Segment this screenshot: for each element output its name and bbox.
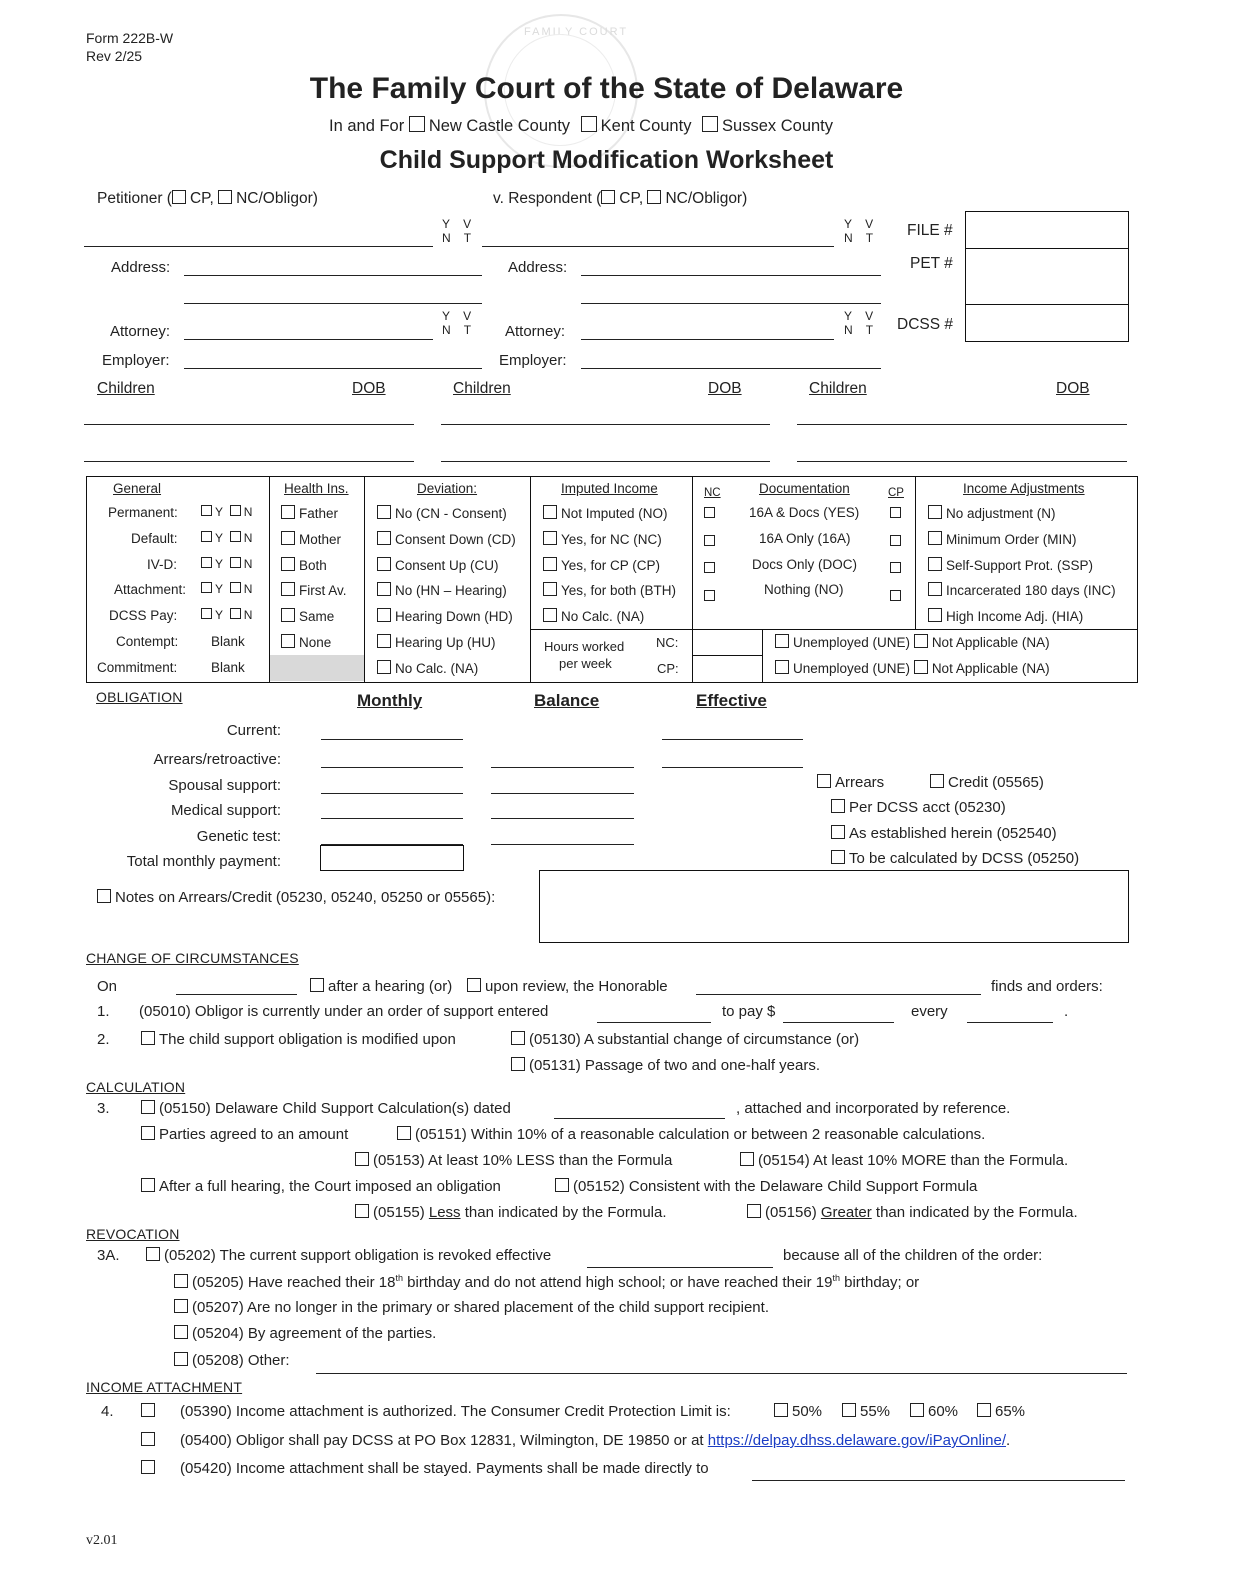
item-3a-number: 3A. <box>97 1247 120 1264</box>
petitioner-label: Petitioner ( <box>97 190 172 207</box>
deviation-hu[interactable]: Hearing Up (HU) <box>377 634 496 650</box>
obligation-title: OBLIGATION <box>96 689 183 705</box>
cp-unemployed-checkbox[interactable] <box>775 660 789 674</box>
general-commitment: Commitment: <box>97 660 178 675</box>
monthly-header: Monthly <box>357 691 423 710</box>
revoked-date-field[interactable] <box>587 1267 773 1268</box>
more-10-option[interactable]: (05154) At least 10% MORE than the Formula. <box>740 1152 1068 1169</box>
ipay-online-link[interactable]: https://delpay.dhss.delaware.gov/iPayOnline/ <box>707 1432 1007 1449</box>
health-none[interactable]: None <box>281 634 331 650</box>
imputed-cp[interactable]: Yes, for CP (CP) <box>543 557 660 573</box>
general-yn-5: Y N <box>201 608 252 622</box>
child-field-6[interactable] <box>797 461 1127 462</box>
hours-cp-label: CP: <box>657 661 679 676</box>
dcss-label: DCSS # <box>897 316 953 333</box>
notes-field[interactable] <box>539 870 1129 943</box>
health-mother[interactable]: Mother <box>281 531 341 547</box>
pct-50-option[interactable]: 50% <box>774 1403 822 1420</box>
petitioner-yn <box>442 217 476 245</box>
revoked-option[interactable]: (05202) The current support obligation is revoked effective <box>146 1247 551 1264</box>
within-10-option[interactable]: (05151) Within 10% of a reasonable calculation or between 2 reasonable calculations. <box>397 1126 985 1143</box>
adj-inc[interactable]: Incarcerated 180 days (INC) <box>928 582 1116 598</box>
documentation-title: Documentation <box>759 481 850 496</box>
dcss-pay-y-checkbox[interactable] <box>201 608 212 619</box>
income-adj-title: Income Adjustments <box>963 481 1085 496</box>
deviation-cu[interactable]: Consent Up (CU) <box>377 557 499 573</box>
general-default: Default: <box>131 531 178 546</box>
obl-medical-label: Medical support: <box>170 802 281 819</box>
obl-arrears-label: Arrears/retroactive: <box>153 751 281 768</box>
other-reason-field[interactable] <box>316 1373 1127 1374</box>
nt-label: N T <box>844 231 879 245</box>
permanent-n-checkbox[interactable] <box>230 505 241 516</box>
total-monthly-field[interactable] <box>320 845 464 871</box>
current-monthly-field[interactable] <box>321 739 463 740</box>
respondent-name-field[interactable] <box>482 246 834 247</box>
item-2-number: 2. <box>97 1031 110 1048</box>
nt-label: N T <box>442 231 477 245</box>
form-number: Form 222B-W <box>86 30 174 46</box>
petitioner-attorney-label: Attorney: <box>110 323 171 340</box>
health-both[interactable]: Both <box>281 557 327 573</box>
reached-18-option[interactable]: (05205) Have reached their 18th birthday and do not attend high school; or have reached their 19th birthday; or <box>174 1273 919 1291</box>
credit-option[interactable]: Credit (05565) <box>930 774 1044 791</box>
other-option[interactable]: (05208) Other: <box>174 1352 290 1369</box>
imputed-nc[interactable]: Yes, for NC (NC) <box>543 531 662 547</box>
spousal-monthly-field[interactable] <box>321 793 463 794</box>
established-option[interactable]: As established herein (052540) <box>831 825 1057 842</box>
doc-nc-no-checkbox[interactable] <box>704 590 715 601</box>
item-3-number: 3. <box>97 1100 110 1117</box>
respondent-cp-label: CP, <box>619 190 644 207</box>
adj-hia[interactable]: High Income Adj. (HIA) <box>928 608 1083 624</box>
nt-label: N T <box>844 323 879 337</box>
respondent-nc-checkbox[interactable] <box>647 190 661 204</box>
children-header-3: Children <box>809 380 867 397</box>
health-shaded-cell <box>270 655 364 681</box>
doc-cp-checkboxes <box>890 507 904 601</box>
petitioner-employer-label: Employer: <box>102 352 170 369</box>
revocation-title: REVOCATION <box>86 1226 180 1242</box>
respondent-label-line <box>493 190 747 208</box>
by-agreement-option[interactable]: (05204) By agreement of the parties. <box>174 1325 436 1342</box>
judge-name-field[interactable] <box>696 994 981 995</box>
deviation-na[interactable]: No Calc. (NA) <box>377 660 478 676</box>
petitioner-address-label: Address: <box>111 259 171 276</box>
upon-review-option[interactable]: upon review, the Honorable <box>467 978 668 995</box>
general-ivd: IV-D: <box>147 557 178 572</box>
no-longer-placement-option[interactable]: (05207) Are no longer in the primary or shared placement of the child support recipient. <box>174 1299 769 1316</box>
dob-header-1: DOB <box>352 380 386 397</box>
general-yn-1: Y N <box>201 505 252 519</box>
health-title: Health Ins. <box>284 481 349 496</box>
none-checkbox <box>281 634 295 648</box>
general-yn-2: Y N <box>201 531 252 545</box>
petitioner-attorney-yn <box>442 309 476 337</box>
doc-16a-label: 16A Only (16A) <box>759 531 851 546</box>
seal-text: FAMILY COURT <box>524 26 629 38</box>
per-dcss-option[interactable]: Per DCSS acct (05230) <box>831 799 1006 816</box>
every-label: every <box>911 1003 948 1020</box>
attachment-stayed-option[interactable]: (05420) Income attachment shall be stayed. Payments shall be made directly to <box>141 1460 709 1477</box>
calculation-dated-option[interactable]: (05150) Delaware Child Support Calculation(s) dated <box>141 1100 511 1117</box>
yv-label: Y V <box>844 309 879 323</box>
respondent-attorney-label: Attorney: <box>505 323 566 340</box>
doc-nc-doc-checkbox[interactable] <box>704 562 715 573</box>
respondent-address-field-2[interactable] <box>581 303 881 304</box>
child-field-5[interactable] <box>441 461 770 462</box>
to-pay-label: to pay $ <box>722 1003 776 1020</box>
item-1-text: (05010) Obligor is currently under an order of support entered <box>139 1003 549 1020</box>
petitioner-label-line <box>97 190 318 208</box>
deviation-cd[interactable]: Consent Down (CD) <box>377 531 516 547</box>
doc-nc-checkboxes <box>704 507 718 601</box>
first-av-checkbox <box>281 582 295 596</box>
doc-cp-16a-checkbox[interactable] <box>890 535 901 546</box>
pet-number-field[interactable] <box>965 247 1129 305</box>
petitioner-cp-checkbox[interactable] <box>172 190 186 204</box>
obl-total-label: Total monthly payment: <box>126 853 281 870</box>
on-date-field[interactable] <box>176 994 297 995</box>
children-header-1: Children <box>97 380 155 397</box>
general-dcss-pay: DCSS Pay: <box>109 608 178 623</box>
pay-amount-field[interactable] <box>783 1022 894 1023</box>
father-checkbox <box>281 505 295 519</box>
on-label: On <box>97 978 118 995</box>
nc-une-na: Unemployed (UNE) Not Applicable (NA) <box>775 634 1050 650</box>
item-1-number: 1. <box>97 1003 110 1020</box>
substantial-change-option[interactable]: (05130) A substantial change of circumstance (or) <box>511 1031 859 1048</box>
file-label: FILE # <box>907 222 953 239</box>
worksheet-title: Child Support Modification Worksheet <box>379 146 834 174</box>
respondent-attorney-yn <box>844 309 878 337</box>
ivd-y-checkbox[interactable] <box>201 557 212 568</box>
child-field-3[interactable] <box>797 424 1127 425</box>
deviation-hd[interactable]: Hearing Down (HD) <box>377 608 513 624</box>
cp-na-checkbox[interactable] <box>914 660 928 674</box>
imputed-both[interactable]: Yes, for both (BTH) <box>543 582 676 598</box>
dob-header-3: DOB <box>1056 380 1090 397</box>
in-and-for-label: In and For <box>329 117 405 135</box>
dcss-pay-n-checkbox[interactable] <box>230 608 241 619</box>
arrears-option[interactable]: Arrears <box>817 774 884 791</box>
doc-yes-label: 16A & Docs (YES) <box>749 505 860 520</box>
respondent-employer-label: Employer: <box>499 352 567 369</box>
finds-label: finds and orders: <box>991 978 1103 995</box>
hours-nc-label: NC: <box>656 635 679 650</box>
doc-nc-yes-checkbox[interactable] <box>704 507 715 518</box>
attachment-n-checkbox[interactable] <box>230 582 241 593</box>
children-header-2: Children <box>453 380 511 397</box>
petitioner-attorney-field[interactable] <box>184 339 433 340</box>
pct-55-option[interactable]: 55% <box>842 1403 890 1420</box>
ivd-n-checkbox[interactable] <box>230 557 241 568</box>
hours-worked-label: Hours worked <box>544 639 625 654</box>
attachment-authorized-option[interactable]: (05390) Income attachment is authorized. The Consumer Credit Protection Limit is: <box>141 1403 731 1420</box>
deviation-cn[interactable]: No (CN - Consent) <box>377 505 507 521</box>
child-field-4[interactable] <box>84 461 414 462</box>
attachment-y-checkbox[interactable] <box>201 582 212 593</box>
revoked-because-text: because all of the children of the order: <box>783 1247 1043 1264</box>
doc-no-label: Nothing (NO) <box>764 582 844 597</box>
nc-unemployed-checkbox[interactable] <box>775 634 789 648</box>
petitioner-address-field-1[interactable] <box>184 275 482 276</box>
health-same[interactable]: Same <box>281 608 334 624</box>
current-effective-field[interactable] <box>662 739 803 740</box>
kent-label: Kent County <box>600 117 692 135</box>
pay-dcss-option[interactable]: (05400) Obligor shall pay DCSS at PO Box 12831, Wilmington, DE 19850 or at https://delpay.dhss.delaware.gov/iPayOnline/. <box>141 1432 1010 1449</box>
doc-cp-yes-checkbox[interactable] <box>890 507 901 518</box>
nt-label: N T <box>442 323 477 337</box>
yv-label: Y V <box>844 217 879 231</box>
deviation-title: Deviation: <box>417 481 478 496</box>
effective-header: Effective <box>696 691 767 710</box>
imputed-no[interactable]: Not Imputed (NO) <box>543 505 668 521</box>
doc-nc-16a-checkbox[interactable] <box>704 535 715 546</box>
yv-label: Y V <box>442 217 477 231</box>
income-attachment-title: INCOME ATTACHMENT <box>86 1379 243 1395</box>
new-castle-label: New Castle County <box>428 117 571 135</box>
general-attachment: Attachment: <box>114 582 187 597</box>
nc-na-checkbox[interactable] <box>914 634 928 648</box>
dcss-number-field[interactable] <box>965 304 1129 342</box>
version-label: v2.01 <box>86 1533 118 1548</box>
doc-cp-no-checkbox[interactable] <box>890 590 901 601</box>
adj-n[interactable]: No adjustment (N) <box>928 505 1056 521</box>
same-checkbox <box>281 608 295 622</box>
doc-nc-header: NC <box>704 487 721 499</box>
less-than-option[interactable]: (05155) Less than indicated by the Formula. <box>355 1204 667 1221</box>
calculation-date-field[interactable] <box>554 1118 725 1119</box>
pay-directly-to-field[interactable] <box>752 1480 1125 1481</box>
pet-label: PET # <box>910 255 953 272</box>
file-number-field[interactable] <box>965 211 1129 249</box>
calculation-attached-text: , attached and incorporated by reference. <box>736 1100 1011 1117</box>
adj-ssp[interactable]: Self-Support Prot. (SSP) <box>928 557 1093 573</box>
medical-monthly-field[interactable] <box>321 818 463 819</box>
passage-option[interactable]: (05131) Passage of two and one-half years. <box>511 1057 820 1074</box>
frequency-field[interactable] <box>967 1022 1053 1023</box>
balance-header: Balance <box>534 691 600 710</box>
sussex-label: Sussex County <box>722 117 834 135</box>
respondent-address-field-1[interactable] <box>581 275 881 276</box>
greater-than-option[interactable]: (05156) Greater than indicated by the Formula. <box>747 1204 1078 1221</box>
petitioner-employer-field[interactable] <box>184 368 482 369</box>
default-n-checkbox[interactable] <box>230 531 241 542</box>
general-permanent: Permanent: <box>108 505 178 520</box>
default-y-checkbox[interactable] <box>201 531 212 542</box>
respondent-cp-checkbox[interactable] <box>601 190 615 204</box>
health-father[interactable]: Father <box>281 505 338 521</box>
pct-65-option[interactable]: 65% <box>977 1403 1025 1420</box>
health-first-av[interactable]: First Av. <box>281 582 347 598</box>
per-week-label: per week <box>559 656 612 671</box>
obl-current-label: Current: <box>226 722 281 739</box>
doc-cp-doc-checkbox[interactable] <box>890 562 901 573</box>
calculation-title: CALCULATION <box>86 1079 186 1095</box>
less-10-option[interactable]: (05153) At least 10% LESS than the Formula <box>355 1152 672 1169</box>
respondent-nc-label: NC/Obligor) <box>665 190 748 207</box>
petitioner-cp-label: CP, <box>189 190 214 207</box>
arrears-effective-field[interactable] <box>662 767 803 768</box>
calculated-option[interactable]: To be calculated by DCSS (05250) <box>831 850 1079 867</box>
respondent-address-label: Address: <box>508 259 568 276</box>
arrears-balance-field[interactable] <box>491 767 634 768</box>
respondent-label: v. Respondent ( <box>493 190 602 207</box>
genetic-balance-field[interactable] <box>491 844 634 845</box>
child-field-1[interactable] <box>84 424 414 425</box>
agreed-option[interactable]: Parties agreed to an amount <box>141 1126 348 1143</box>
imputed-na[interactable]: No Calc. (NA) <box>543 608 644 624</box>
sussex-checkbox[interactable] <box>702 116 718 132</box>
commitment-blank: Blank <box>211 660 245 675</box>
doc-doc-label: Docs Only (DOC) <box>752 557 858 572</box>
hours-cp-field[interactable] <box>694 657 760 679</box>
modified-option[interactable]: The child support obligation is modified upon <box>141 1031 456 1048</box>
general-contempt: Contempt: <box>116 634 179 649</box>
petitioner-nc-checkbox[interactable] <box>218 190 232 204</box>
after-hearing-option[interactable]: after a hearing (or) <box>310 978 452 995</box>
medical-balance-field[interactable] <box>491 818 634 819</box>
notes-option[interactable]: Notes on Arrears/Credit (05230, 05240, 05250 or 05565): <box>97 889 495 906</box>
item-1-period: . <box>1064 1003 1069 1020</box>
pct-60-option[interactable]: 60% <box>910 1403 958 1420</box>
kent-checkbox[interactable] <box>581 116 597 132</box>
adj-min[interactable]: Minimum Order (MIN) <box>928 531 1077 547</box>
county-line <box>329 116 833 136</box>
consistent-option[interactable]: (05152) Consistent with the Delaware Child Support Formula <box>555 1178 977 1195</box>
respondent-yn <box>844 217 878 245</box>
dob-header-2: DOB <box>708 380 742 397</box>
child-field-2[interactable] <box>441 424 770 425</box>
permanent-y-checkbox[interactable] <box>201 505 212 516</box>
yv-label: Y V <box>442 309 477 323</box>
change-title: CHANGE OF CIRCUMSTANCES <box>86 950 299 966</box>
respondent-attorney-field[interactable] <box>581 339 834 340</box>
contempt-blank: Blank <box>211 634 245 649</box>
cp-une-na: Unemployed (UNE) Not Applicable (NA) <box>775 660 1050 676</box>
deviation-hn[interactable]: No (HN – Hearing) <box>377 582 507 598</box>
doc-cp-header: CP <box>888 487 904 499</box>
petitioner-nc-label: NC/Obligor) <box>236 190 318 207</box>
petitioner-name-field[interactable] <box>84 246 433 247</box>
order-date-field[interactable] <box>597 1022 711 1023</box>
form-revision: Rev 2/25 <box>86 48 143 64</box>
obl-spousal-label: Spousal support: <box>168 777 281 794</box>
hours-nc-field[interactable] <box>694 631 760 653</box>
mother-checkbox <box>281 531 295 545</box>
general-title: General <box>113 481 162 496</box>
spousal-balance-field[interactable] <box>491 793 634 794</box>
petitioner-address-field-2[interactable] <box>184 303 482 304</box>
obl-genetic-label: Genetic test: <box>196 828 281 845</box>
item-4-number: 4. <box>101 1403 114 1420</box>
both-checkbox <box>281 557 295 571</box>
new-castle-checkbox[interactable] <box>409 116 425 132</box>
arrears-monthly-field[interactable] <box>321 767 463 768</box>
respondent-employer-field[interactable] <box>581 368 881 369</box>
court-title: The Family Court of the State of Delaware <box>309 72 904 105</box>
general-yn-3: Y N <box>201 557 252 571</box>
general-yn-4: Y N <box>201 582 252 596</box>
full-hearing-option[interactable]: After a full hearing, the Court imposed an obligation <box>141 1178 501 1195</box>
imputed-title: Imputed Income <box>561 481 658 496</box>
